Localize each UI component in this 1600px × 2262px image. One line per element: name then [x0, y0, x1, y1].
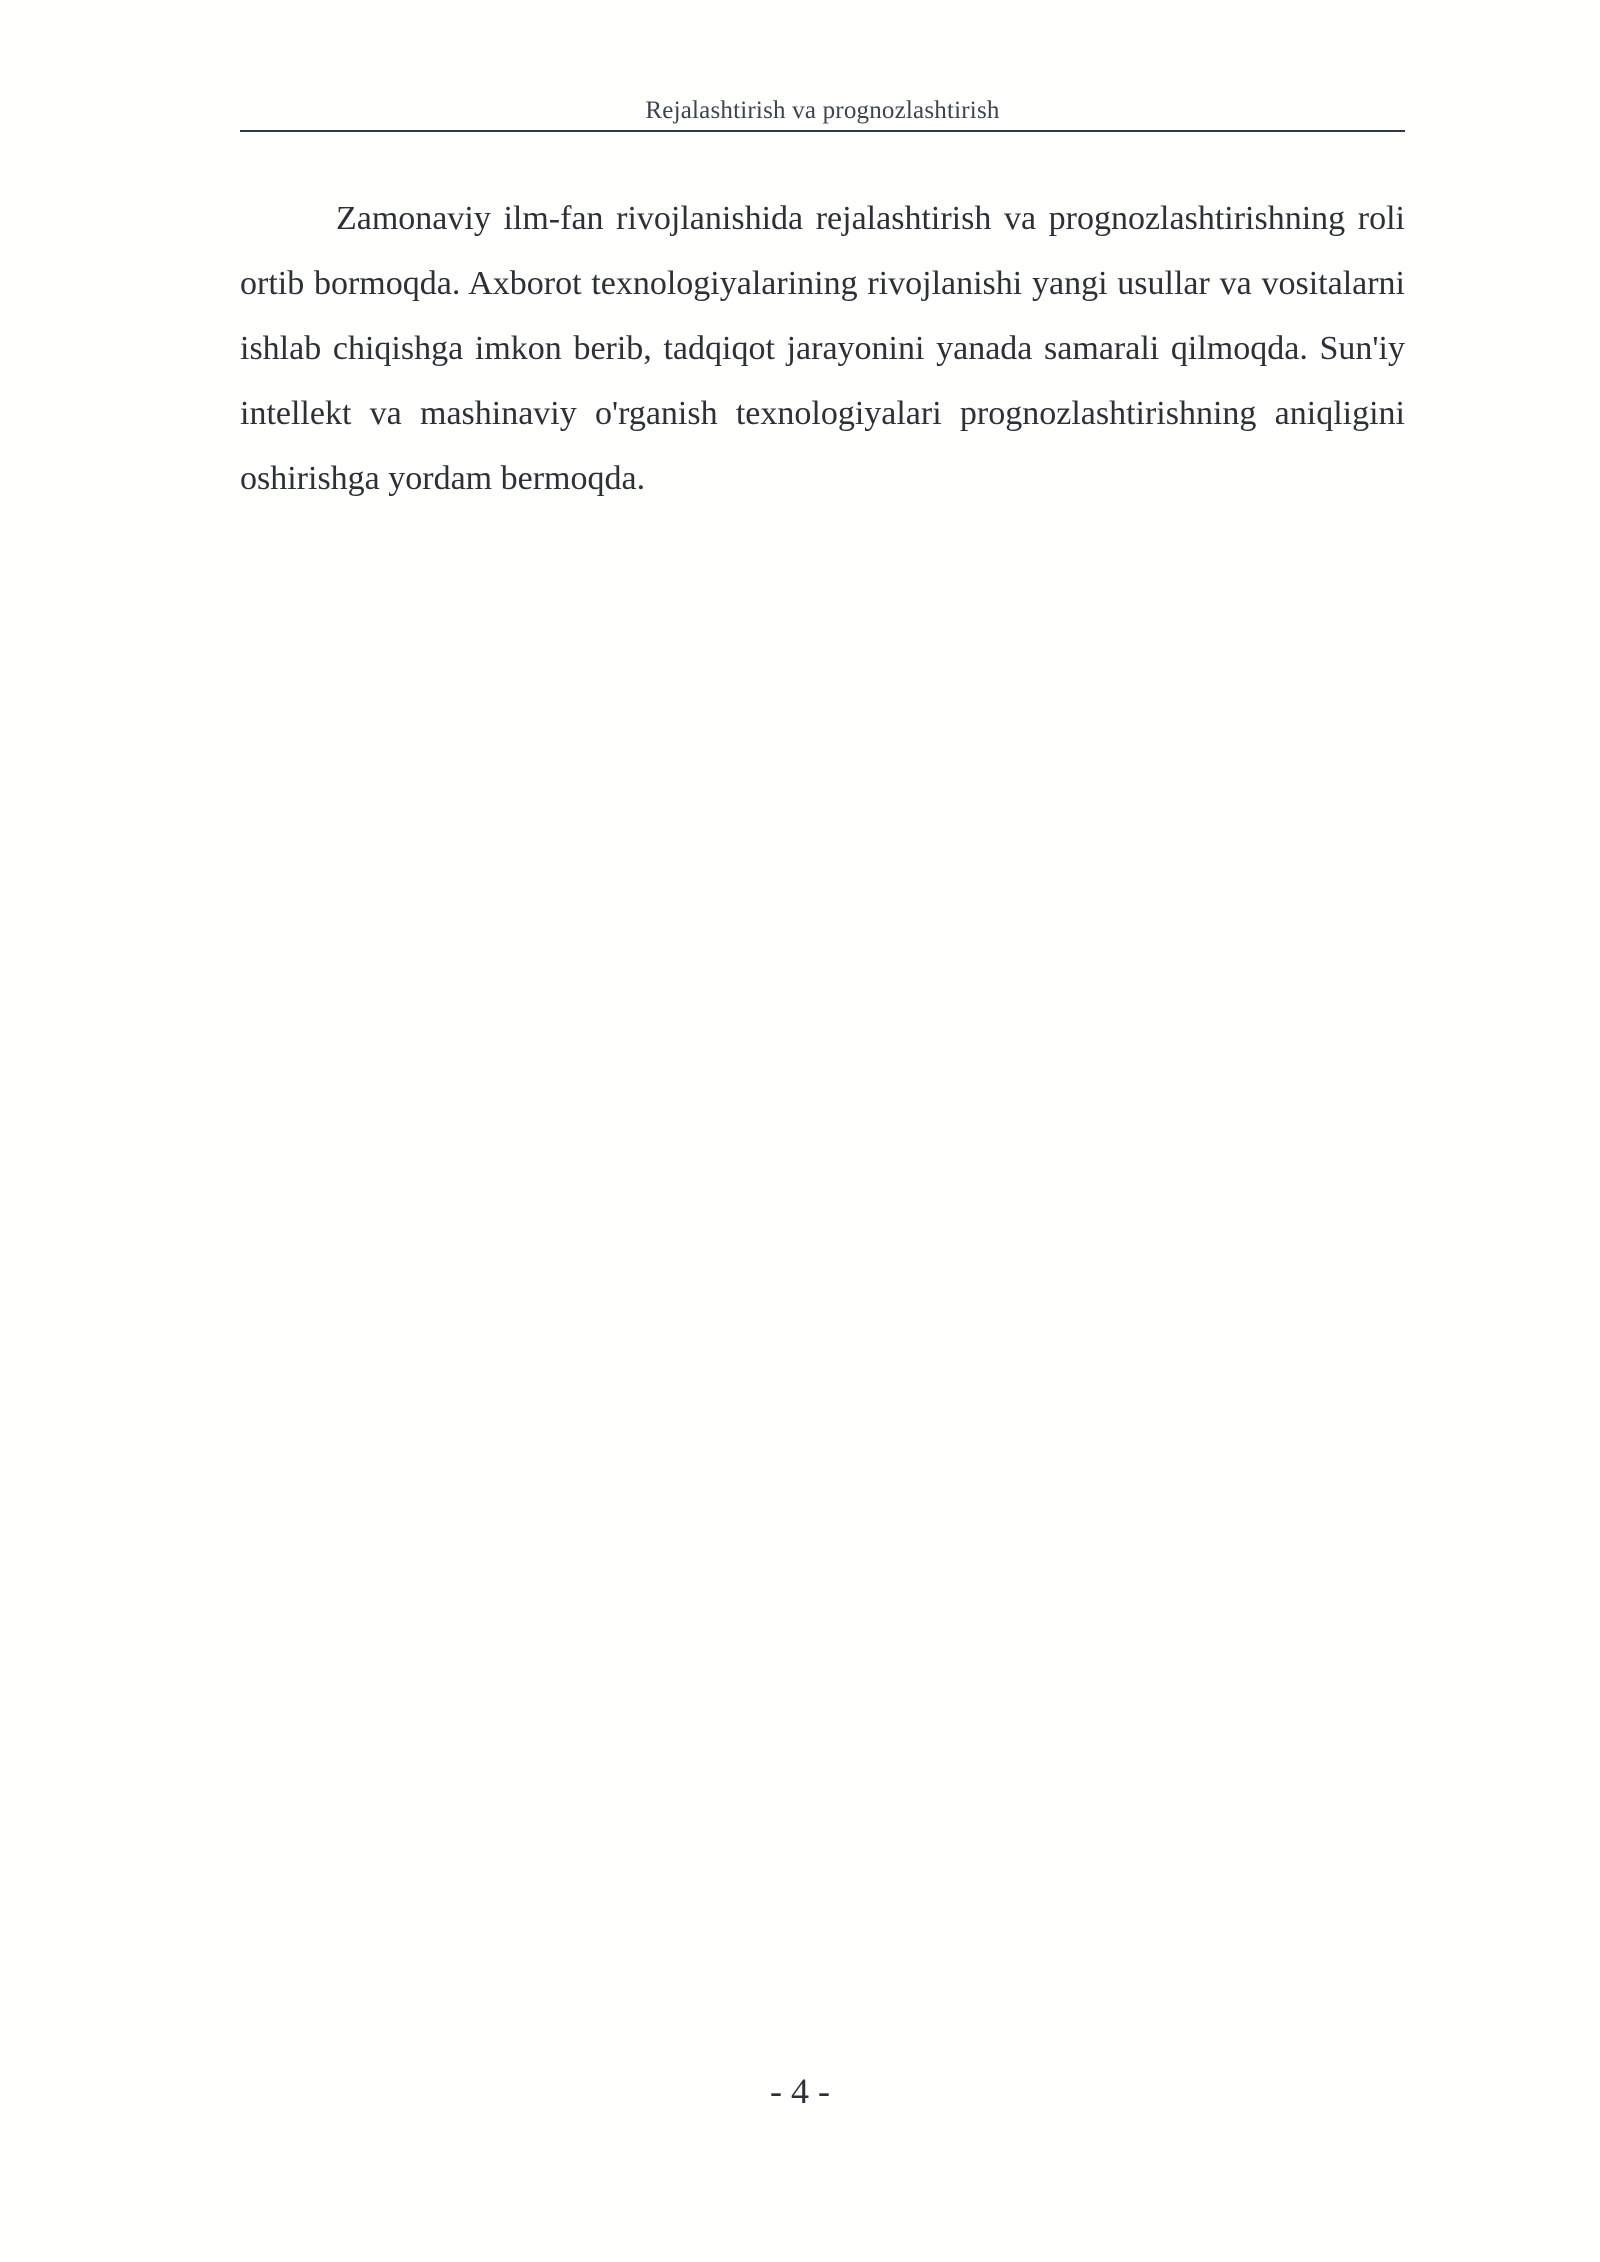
running-header	[240, 94, 1405, 132]
page-number: - 4 -	[770, 2071, 830, 2111]
header-title: Rejalashtirish va prognozlashtirish	[645, 97, 1000, 124]
body-paragraph: Zamonaviy ilm-fan rivojlanishida rejalashtirish va prognozlashtirishning roli ortib bormoqda. Axborot texnologiyalarining rivojlanishi yangi usullar va vositalarni ishlab chiqishga imkon berib, tadqiqot jarayonini yanada samarali qilmoqda. Sun'iy intellekt va mashinaviy o'rganish texnologiyalari prognozlashtirishning aniqligini oshirishga yordam bermoqda.	[240, 200, 1405, 497]
